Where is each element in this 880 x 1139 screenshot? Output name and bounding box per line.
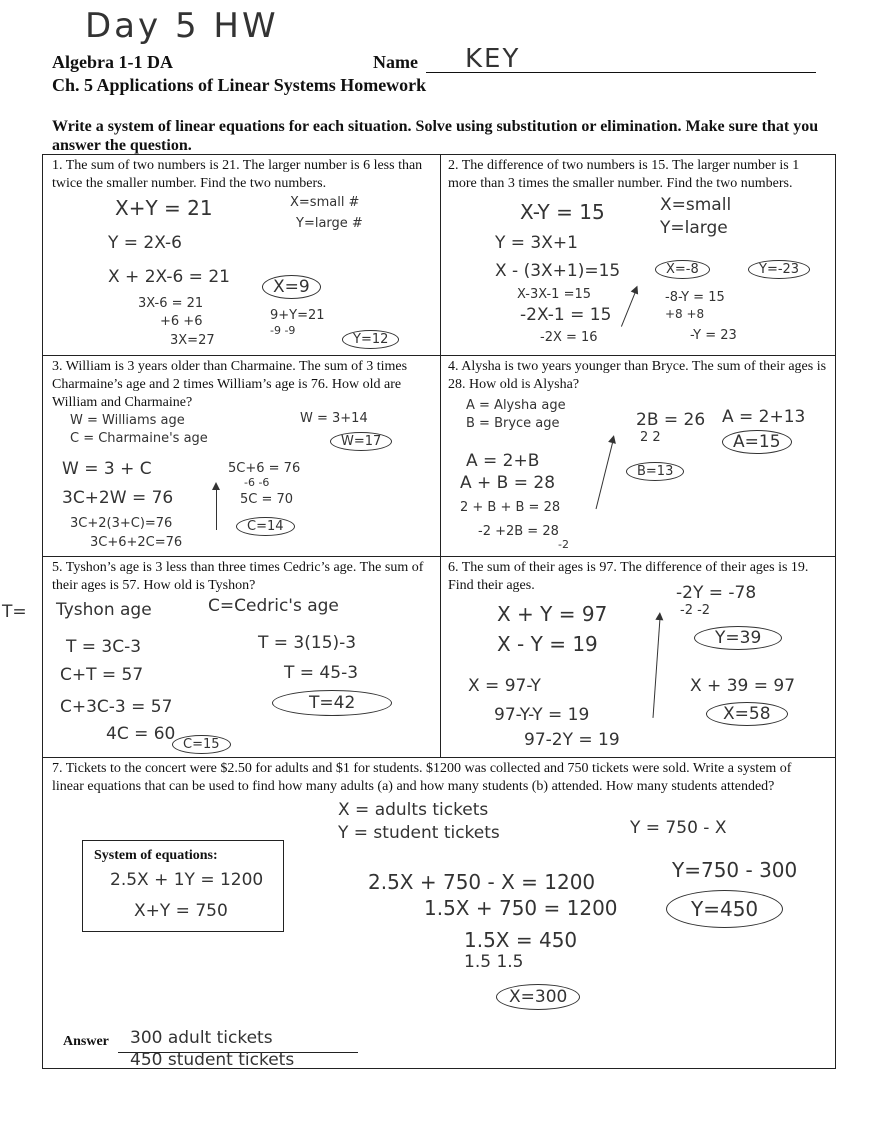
p3-work-line: W = 3 + C xyxy=(62,459,152,479)
grid-divider-row2 xyxy=(42,556,836,557)
p4-work-line: A = Alysha age xyxy=(466,398,566,413)
instructions: Write a system of linear equations for each situation. Solve using substitution or elimination. Make sure that you answer the question. xyxy=(52,118,819,154)
p5-work-line: T = 3C-3 xyxy=(66,637,142,657)
p4-work-line: A = 2+B xyxy=(466,451,540,471)
answer-label: Answer xyxy=(63,1034,109,1049)
p5-work-line: T = 45-3 xyxy=(284,663,359,683)
p4-work-line: 2B = 26 xyxy=(636,410,706,430)
p7-work-line: Y = student tickets xyxy=(338,823,500,843)
p5-work-line: C=Cedric's age xyxy=(208,596,339,616)
name-value: KEY xyxy=(465,44,521,74)
p4-work-line: -2 xyxy=(558,538,569,551)
p3-work-line: W = 3+14 xyxy=(300,411,368,426)
p5-work-line: C+3C-3 = 57 xyxy=(60,697,173,717)
p1-work-line: Y = 2X-6 xyxy=(108,233,183,253)
system-of-equations-title: System of equations: xyxy=(94,848,218,863)
grid-divider-row1 xyxy=(42,355,836,356)
p4-work-line: 2 2 xyxy=(640,430,661,445)
course-name: Algebra 1-1 DA xyxy=(52,52,173,72)
p2-work-line: -2X = 16 xyxy=(540,330,598,345)
p1-work-line: X+Y = 21 xyxy=(115,196,213,220)
problem-3-question: 3. William is 3 years older than Charmaine. The sum of 3 times Charmaine’s age and 2 times William’s age is 76. How old are William and Charmaine? xyxy=(52,359,408,410)
p1-work-line: X=small # xyxy=(290,195,360,210)
p5-work-line: T = 3(15)-3 xyxy=(258,633,357,653)
p7-work-line: 2.5X + 750 - X = 1200 xyxy=(368,870,596,894)
p6-work-line: X = 97-Y xyxy=(468,676,541,696)
p3-arrow xyxy=(216,488,217,530)
problem-2-question: 2. The difference of two numbers is 15. The larger number is 1 more than 3 times the smaller number. Find the two numbers. xyxy=(448,158,800,191)
p4-work-line: 2 + B + B = 28 xyxy=(460,500,561,515)
p2-work-line: -2X-1 = 15 xyxy=(520,305,612,325)
p6-work-line: -2 -2 xyxy=(680,603,711,618)
p6-work-line: -2Y = -78 xyxy=(676,583,757,603)
system-equation-1: 2.5X + 1Y = 1200 xyxy=(110,870,264,890)
p3-work-line: C = Charmaine's age xyxy=(70,431,208,446)
p2-work-line: Y=large xyxy=(660,218,728,238)
p2-work-line: -Y = 23 xyxy=(690,328,737,343)
p3-work-line: 5C = 70 xyxy=(240,492,294,507)
p7-work-line: 1.5 1.5 xyxy=(464,952,524,972)
p1-work-line: +6 +6 xyxy=(160,314,203,329)
p7-work-line: Y = 750 - X xyxy=(630,818,727,838)
p2-work-line: +8 +8 xyxy=(665,307,705,321)
p5-work-line: Tyshon age xyxy=(56,600,152,620)
p6-work-line: 97-Y-Y = 19 xyxy=(494,705,590,725)
p3-work-line: 3C+2W = 76 xyxy=(62,488,174,508)
p3-work-line: 5C+6 = 76 xyxy=(228,461,301,476)
p4-answer-circled: B=13 xyxy=(626,462,684,481)
p2-work-line: Y = 3X+1 xyxy=(495,233,578,253)
p1-work-line: 3X-6 = 21 xyxy=(138,296,204,311)
p3-work-line: -6 -6 xyxy=(244,476,270,489)
p5-answer-circled: C=15 xyxy=(172,735,231,754)
problem-4-question: 4. Alysha is two years younger than Bryce. The sum of their ages is 28. How old is Alysha? xyxy=(448,359,827,392)
p4-answer-circled: A=15 xyxy=(722,430,792,454)
p1-work-line: 9+Y=21 xyxy=(270,308,325,323)
p7-answer-circled: X=300 xyxy=(496,984,580,1010)
p1-work-line: X + 2X-6 = 21 xyxy=(108,267,230,287)
system-equation-2: X+Y = 750 xyxy=(134,901,228,921)
p3-work-line: W = Williams age xyxy=(70,413,185,428)
p2-work-line: -8-Y = 15 xyxy=(665,290,725,305)
p7-work-line: X = adults tickets xyxy=(338,800,489,820)
p3-work-line: 3C+6+2C=76 xyxy=(90,535,183,550)
p3-work-line: 3C+2(3+C)=76 xyxy=(70,516,173,531)
p2-work-line: X - (3X+1)=15 xyxy=(495,261,621,281)
name-label: Name xyxy=(373,52,418,72)
grid-divider-row3 xyxy=(42,757,836,758)
p1-work-line: -9 -9 xyxy=(270,324,296,337)
p2-work-line: X-Y = 15 xyxy=(520,200,605,224)
problem-1-question: 1. The sum of two numbers is 21. The larger number is 6 less than twice the smaller number. Find the two numbers. xyxy=(52,158,423,191)
p4-work-line: A + B = 28 xyxy=(460,473,556,493)
p3-answer-circled: C=14 xyxy=(236,517,295,536)
page-title: Ch. 5 Applications of Linear Systems Homework xyxy=(52,75,427,95)
answer-line-1: 300 adult tickets xyxy=(130,1028,273,1048)
p3-answer-circled: W=17 xyxy=(330,432,392,451)
answer-line-2: 450 student tickets xyxy=(130,1050,295,1070)
p4-work-line: A = 2+13 xyxy=(722,407,806,427)
grid-divider-vertical xyxy=(440,154,441,757)
p6-work-line: X - Y = 19 xyxy=(497,632,598,656)
p6-work-line: X + 39 = 97 xyxy=(690,676,796,696)
p1-work-line: 3X=27 xyxy=(170,333,215,348)
p1-work-line: Y=large # xyxy=(296,216,363,231)
p6-answer-circled: Y=39 xyxy=(694,626,782,650)
p7-work-line: 1.5X = 450 xyxy=(464,928,578,952)
p1-answer-circled: X=9 xyxy=(262,275,321,299)
handwritten-day-note: Day 5 HW xyxy=(85,6,279,46)
p2-work-line: X-3X-1 =15 xyxy=(517,287,592,302)
p6-work-line: 97-2Y = 19 xyxy=(524,730,620,750)
p7-answer-circled: Y=450 xyxy=(666,890,783,928)
p5-answer-circled: T=42 xyxy=(272,690,392,716)
p5-work-line: T= xyxy=(2,602,27,622)
p2-work-line: X=small xyxy=(660,195,732,215)
p7-work-line: 1.5X + 750 = 1200 xyxy=(424,896,618,920)
p5-work-line: C+T = 57 xyxy=(60,665,144,685)
p2-answer-circled: Y=-23 xyxy=(748,260,810,279)
p1-answer-circled: Y=12 xyxy=(342,330,399,349)
p7-work-line: Y=750 - 300 xyxy=(672,858,798,882)
problem-5-question: 5. Tyshon’s age is 3 less than three times Cedric’s age. The sum of their ages is 57. How old is Tyshon? xyxy=(52,560,424,593)
p2-answer-circled: X=-8 xyxy=(655,260,710,279)
p4-work-line: -2 +2B = 28 xyxy=(478,524,559,539)
p6-answer-circled: X=58 xyxy=(706,702,788,726)
p5-work-line: 4C = 60 xyxy=(106,724,176,744)
problem-6-question: 6. The sum of their ages is 97. The difference of their ages is 19. Find their ages. xyxy=(448,560,809,593)
problem-7-question: 7. Tickets to the concert were $2.50 for adults and $1 for students. $1200 was collected and 750 tickets were sold. Write a system of linear equations that can be used to find how many adults (a) and how many students (b) attended. How many students attended? xyxy=(52,761,792,794)
p4-work-line: B = Bryce age xyxy=(466,416,560,431)
p6-work-line: X + Y = 97 xyxy=(497,602,608,626)
